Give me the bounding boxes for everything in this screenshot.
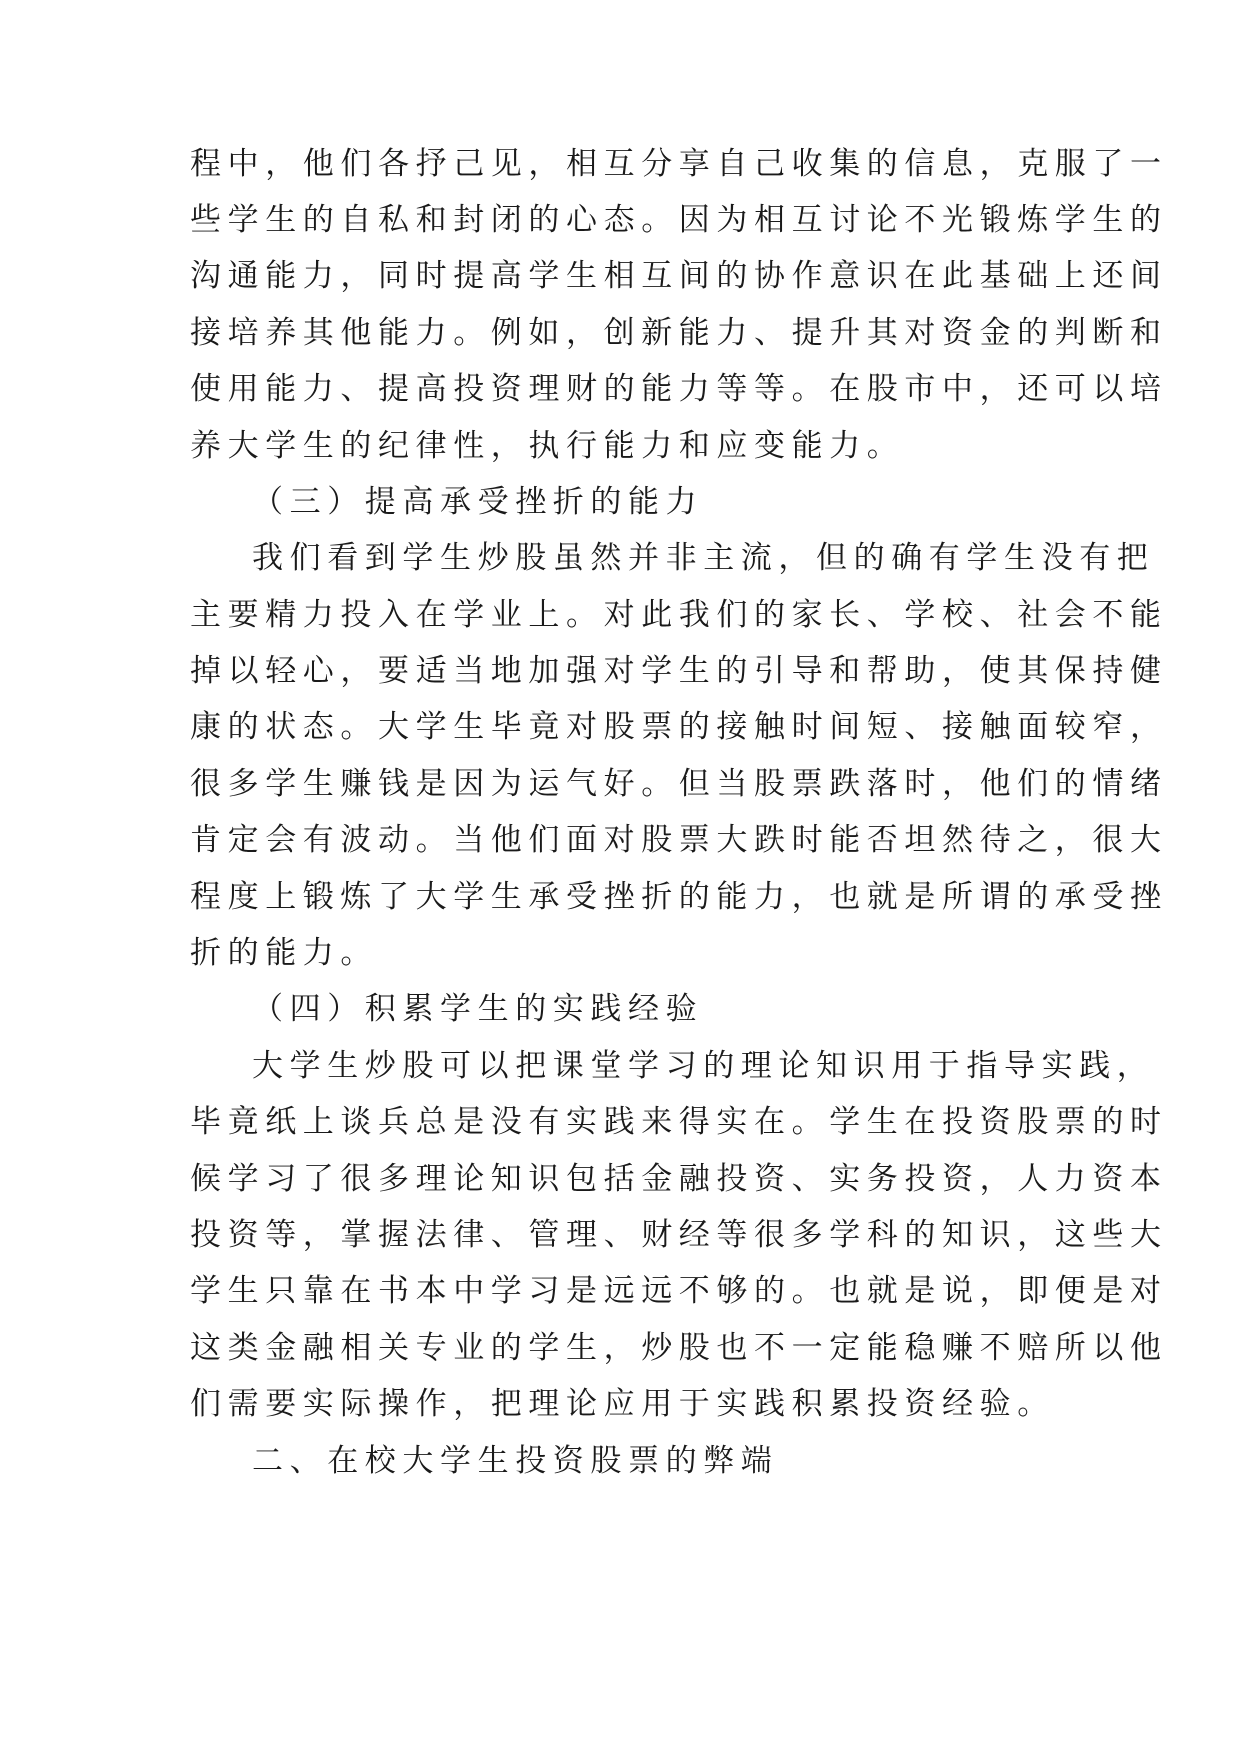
paragraph-line: 们需要实际操作，把理论应用于实践积累投资经验。 [190, 1386, 1055, 1422]
paragraph-line: 使用能力、提高投资理财的能力等等。在股市中，还可以培 [190, 371, 1168, 407]
paragraph-line: 康的状态。大学生毕竟对股票的接触时间短、接触面较窄， [190, 709, 1168, 745]
section-heading: （四）积累学生的实践经验 [252, 991, 704, 1027]
paragraph-line: 候学习了很多理论知识包括金融投资、实务投资，人力资本 [190, 1161, 1168, 1197]
paragraph-line: 折的能力。 [190, 935, 378, 971]
paragraph-line: 投资等，掌握法律、管理、财经等很多学科的知识，这些大 [190, 1217, 1168, 1253]
paragraph-line: 程度上锻炼了大学生承受挫折的能力，也就是所谓的承受挫 [190, 879, 1168, 915]
paragraph-line: 毕竟纸上谈兵总是没有实践来得实在。学生在投资股票的时 [190, 1104, 1168, 1140]
paragraph-line: 些学生的自私和封闭的心态。因为相互讨论不光锻炼学生的 [190, 202, 1168, 238]
paragraph-line: 接培养其他能力。例如，创新能力、提升其对资金的判断和 [190, 315, 1168, 351]
section-heading: （三）提高承受挫折的能力 [252, 484, 704, 520]
paragraph-line: 沟通能力，同时提高学生相互间的协作意识在此基础上还间 [190, 258, 1168, 294]
paragraph-line: 大学生炒股可以把课堂学习的理论知识用于指导实践， [252, 1048, 1155, 1084]
paragraph-line: 我们看到学生炒股虽然并非主流，但的确有学生没有把 [252, 540, 1155, 576]
paragraph-line: 主要精力投入在学业上。对此我们的家长、学校、社会不能 [190, 597, 1168, 633]
paragraph-line: 掉以轻心，要适当地加强对学生的引导和帮助，使其保持健 [190, 653, 1168, 689]
paragraph-line: 肯定会有波动。当他们面对股票大跌时能否坦然待之，很大 [190, 822, 1168, 858]
paragraph-line: 养大学生的纪律性，执行能力和应变能力。 [190, 428, 905, 464]
paragraph-line: 这类金融相关专业的学生，炒股也不一定能稳赚不赔所以他 [190, 1330, 1168, 1366]
paragraph-line: 程中，他们各抒己见，相互分享自己收集的信息，克服了一 [190, 146, 1168, 182]
section-heading: 二、在校大学生投资股票的弊端 [252, 1443, 779, 1479]
paragraph-line: 学生只靠在书本中学习是远远不够的。也就是说，即便是对 [190, 1273, 1168, 1309]
paragraph-line: 很多学生赚钱是因为运气好。但当股票跌落时，他们的情绪 [190, 766, 1168, 802]
